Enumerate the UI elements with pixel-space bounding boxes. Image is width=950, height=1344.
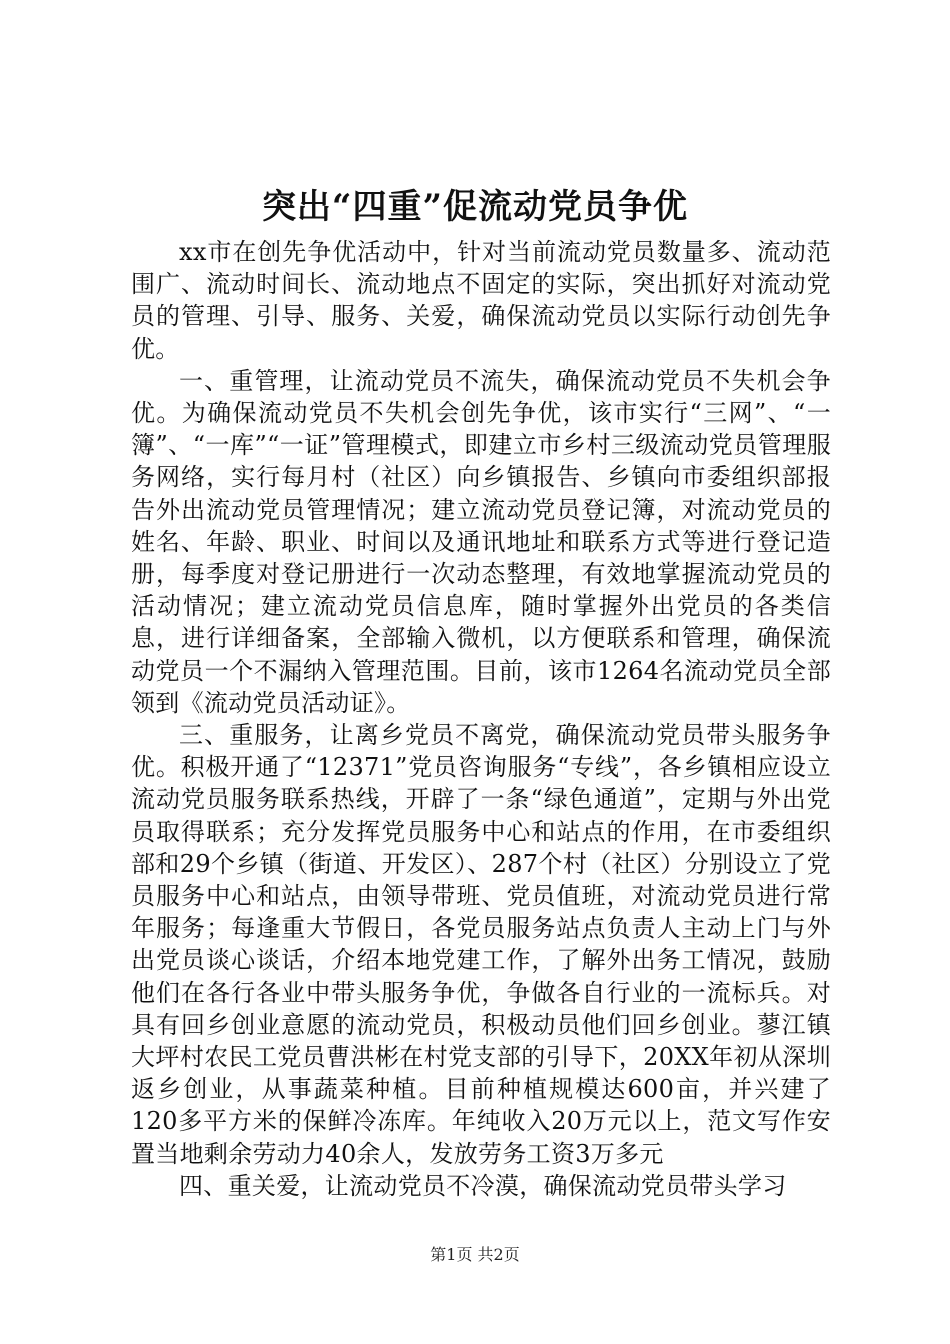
page-footer: 第1页 共2页 — [430, 1245, 520, 1264]
paragraph-intro: xx市在创先争优活动中，针对当前流动党员数量多、流动范围广、流动时间长、流动地点不固定的实际，突出抓好对流动党员的管理、引导、服务、关爱，确保流动党员以实际行动创先争优。 — [131, 238, 831, 363]
document-title: 突出“四重”促流动党员争优 — [261, 187, 689, 227]
paragraph-care: 四、重关爱，让流动党员不冷漠，确保流动党员带头学习 — [179, 1171, 787, 1200]
paragraph-management: 一、重管理，让流动党员不流失，确保流动党员不失机会争优。为确保流动党员不失机会创先争优，该市实行“三网”、“一簿”、“一库”“一证”管理模式，即建立市乡村三级流动党员管理服务网络，实行每月村（社区）向乡镇报告、乡镇向市委组织部报告外出流动党员管理情况；建立流动党员登记簿，对流动党员的姓名、年龄、职业、时间以及通讯地址和联系方式等进行登记造册，每季度对登记册进行一次动态整理，有效地掌握流动党员的活动情况；建立流动党员信息库，随时掌握外出党员的各类信息，进行详细备案，全部输入微机，以方便联系和管理，确保流动党员一个不漏纳入管理范围。目前，该市1264名流动党员全部领到《流动党员活动证》。 — [131, 366, 831, 717]
document-body — [131, 236, 831, 1202]
paragraph-service: 三、重服务，让离乡党员不离党，确保流动党员带头服务争优。积极开通了“12371”党员咨询服务“专线”，各乡镇相应设立流动党员服务联系热线，开辟了一条“绿色通道”，定期与外出党员取得联系；充分发挥党员服务中心和站点的作用，在市委组织部和29个乡镇（街道、开发区）、287个村（社区）分别设立了党员服务中心和站点，由领导带班、党员值班，对流动党员进行常年服务；每逢重大节假日，各党员服务站点负责人主动上门与外出党员谈心谈话，介绍本地党建工作，了解外出务工情况，鼓励他们在各行各业中带头服务争优，争做各自行业的一流标兵。对具有回乡创业意愿的流动党员，积极动员他们回乡创业。蓼江镇大坪村农民工党员曹洪彬在村党支部的引导下，20XX年初从深圳返乡创业，从事蔬菜种植。目前种植规模达600亩，并兴建了120多平方米的保鲜冷冻库。年纯收入20万元以上，范文写作安置当地剩余劳动力40余人，发放劳务工资3万多元 — [131, 721, 831, 1168]
